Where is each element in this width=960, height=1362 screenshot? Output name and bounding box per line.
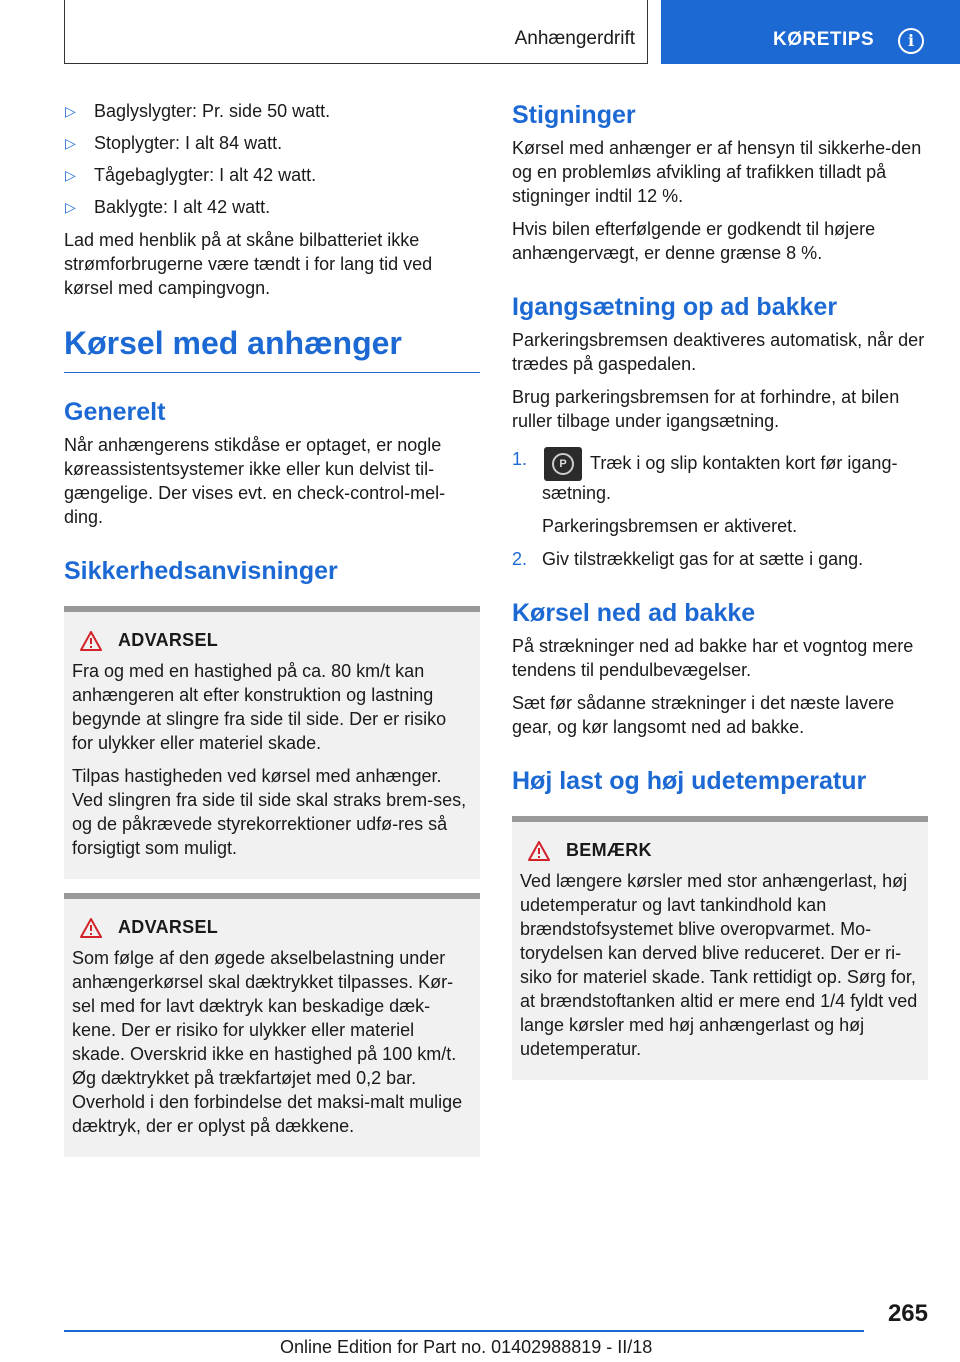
triangle-bullet-icon: ▷ [65,167,76,183]
info-icon[interactable]: i [898,28,924,54]
header-section-box [64,0,648,64]
list-item: ▷ Stoplygter: I alt 84 watt. [65,133,283,153]
general-text: Når anhængerens stikdåse er optaget, er nogle køreassistentsystemer ikke eller kun delvist til-gængelige. Der vises evt. en check-control-mel-ding. [64,435,446,527]
header-chapter-tab[interactable] [661,0,960,64]
uphill-text: Parkeringsbremsen deaktiveres automatisk, når der trædes på gaspedalen. [512,330,925,374]
warning-text: Tilpas hastigheden ved kørsel med anhænger. Ved slingren fra side til side skal straks brem-ses, og de påkrævede styrekorrektioner udfø-res så forsigtigt som muligt. [72,766,467,858]
downhill-text: Sæt før sådanne strækninger i det næste lavere gear, og kør langsomt ned ad bakke. [512,693,895,737]
warning-title: ADVARSEL [118,917,219,937]
list-item: 1. P Træk i og slip kontakten kort før igang-sætning. Parkeringsbremsen er aktiveret. [512,447,928,538]
warning-text: Som følge af den øgede akselbelastning under anhængerkørsel skal dæktrykket tilpasses. Kør-sel med for lavt dæktryk kan beskadige dæk-kene. Der er risiko for ulykker eller materiel skade. Overskrid ikke en hastighed på 100 km/t. Øg dæktrykket på trækfartøjet med 0,2 bar. Overhold i den forbindelse det maksi-malt mulige dæktryk, der er oplyst på dækkene. [72,948,463,1136]
uphill-text: Brug parkeringsbremsen for at forhindre, at bilen ruller tilbage under igangsætning. [512,387,900,431]
right-column [512,100,928,1080]
downhill-heading: Kørsel ned ad bakke [512,599,756,627]
slopes-text: Hvis bilen efterfølgende er godkendt til højere anhængervægt, er denne grænse 8 %. [512,219,876,263]
step-number: 2. [512,549,528,569]
chapter-title: KØRETIPS [773,29,875,50]
warning-triangle-icon [80,631,102,651]
warning-text: Fra og med en hastighed på ca. 80 km/t kan anhængeren alt efter konstruktion og lastning begynde at slingre fra side til side. Der er risiko for ulykker eller materiel skade. [72,661,447,753]
list-item: 2. Giv tilstrækkeligt gas for at sætte i gang. [512,549,864,569]
warning-triangle-icon [80,918,102,938]
left-column [64,100,480,1157]
bulb-list [64,100,480,219]
list-item: ▷ Baklygte: I alt 42 watt. [65,197,271,217]
edition-footer: Online Edition for Part no. 01402988819 - II/18 [280,1337,653,1357]
safety-heading: Sikkerhedsanvisninger [64,557,338,585]
battery-note: Lad med henblik på at skåne bilbatteriet ikke strømforbrugerne være tændt i for lang tid ved kørsel med campingvogn. [64,230,433,298]
uphill-steps [512,447,928,571]
general-heading: Generelt [64,398,166,426]
warning-title: ADVARSEL [118,630,219,650]
chapter-heading: Kørsel med anhænger [64,324,480,373]
notice-box [512,816,928,1080]
slopes-heading: Stigninger [512,101,636,129]
triangle-bullet-icon: ▷ [65,199,76,215]
step-result: Parkeringsbremsen er aktiveret. [542,516,798,536]
warning-box [64,606,480,879]
heat-heading: Høj last og høj udetemperatur [512,767,867,795]
downhill-text: På strækninger ned ad bakke har et vogntog mere tendens til pendulbevægelser. [512,636,914,680]
warning-triangle-icon [528,841,550,861]
notice-title: BEMÆRK [566,840,652,860]
triangle-bullet-icon: ▷ [65,103,76,119]
page-number: 265 [887,1300,928,1327]
notice-text: Ved længere kørsler med stor anhængerlast, høj udetemperatur og lavt tankindhold kan brændstofsystemet blive overopvarmet. Mo-torydelsen kan derved blive reduceret. Der er ri-siko for materiel skade. Tank rettidigt op. Sørg for, at brændstoftanken altid er mere end 1/4 fyldt ved lange kørsler med høj anhængerlast og høj udetemperatur. [520,871,918,1059]
step-number: 1. [512,449,528,469]
parking-brake-icon: P [544,447,582,481]
warning-box [64,893,480,1157]
section-title: Anhængerdrift [514,28,635,49]
slopes-text: Kørsel med anhænger er af hensyn til sikkerhe-den og en problemløs afvikling af trafikken tilladt på stigninger indtil 12 %. [512,138,922,206]
list-item: ▷ Baglyslygter: Pr. side 50 watt. [65,101,331,121]
uphill-heading: Igangsætning op ad bakker [512,293,838,321]
triangle-bullet-icon: ▷ [65,135,76,151]
list-item: ▷ Tågebaglygter: I alt 42 watt. [65,165,317,185]
footer-divider [64,1330,864,1332]
